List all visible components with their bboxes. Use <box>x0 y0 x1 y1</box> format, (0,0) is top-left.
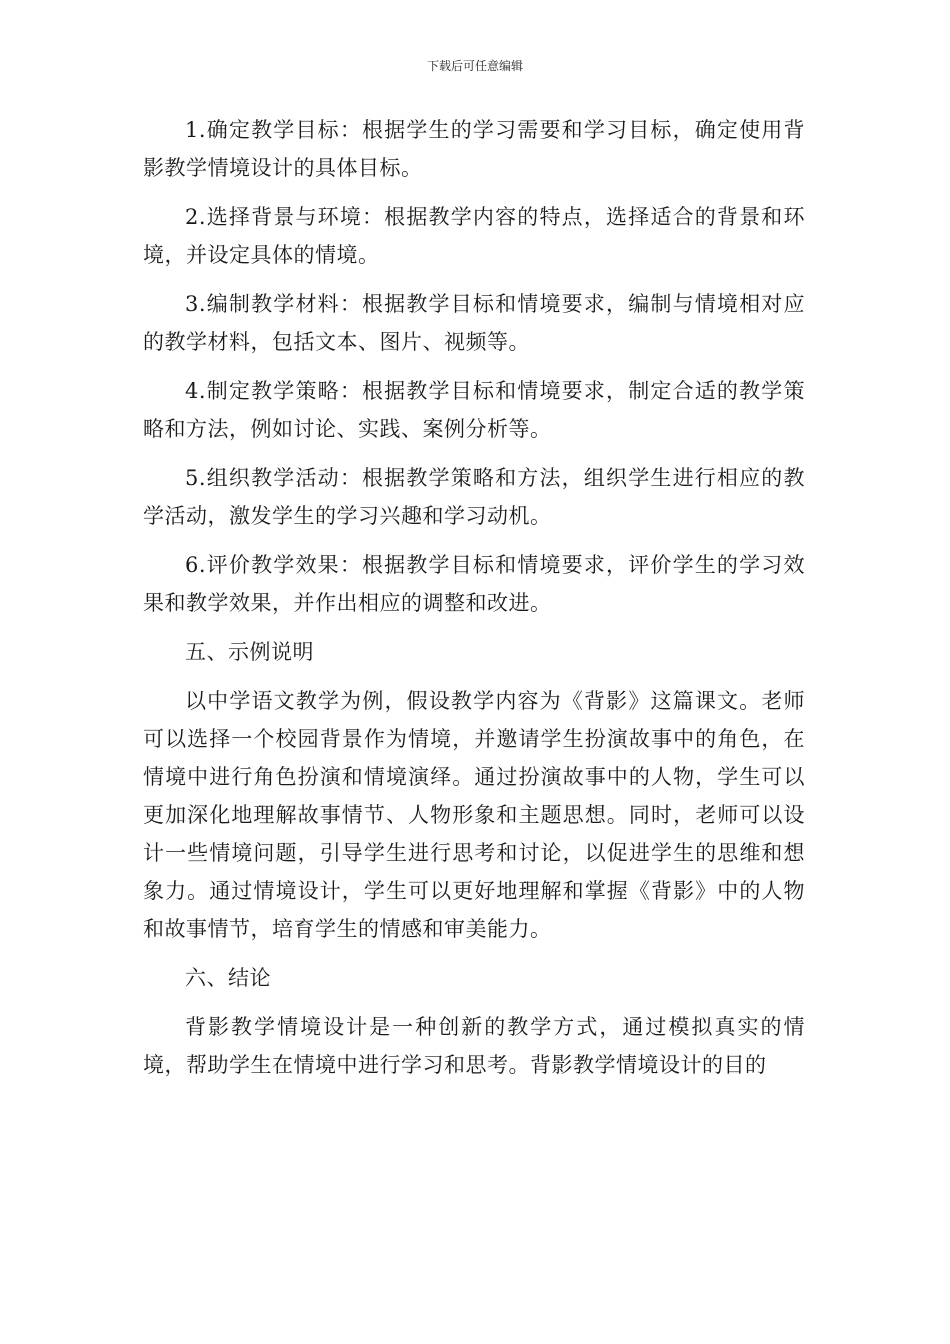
step-3-paragraph: 3.编制教学材料：根据教学目标和情境要求，编制与情境相对应的教学材料，包括文本、图片、视频等。 <box>143 292 805 354</box>
step-5-paragraph: 5.组织教学活动：根据教学策略和方法，组织学生进行相应的教学活动，激发学生的学习兴趣和学习动机。 <box>143 466 805 528</box>
step-4-paragraph: 4.制定教学策略：根据教学目标和情境要求，制定合适的教学策略和方法，例如讨论、实践、案例分析等。 <box>143 379 805 441</box>
page-header: 下载后可任意编辑 <box>426 59 523 73</box>
step-1-paragraph: 1.确定教学目标：根据学生的学习需要和学习目标，确定使用背影教学情境设计的具体目标。 <box>143 118 805 180</box>
step-6-paragraph: 6.评价教学效果：根据教学目标和情境要求，评价学生的学习效果和教学效果，并作出相应的调整和改进。 <box>143 553 805 615</box>
section-5-paragraph: 以中学语文教学为例，假设教学内容为《背影》这篇课文。老师可以选择一个校园背景作为情境，并邀请学生扮演故事中的角色，在情境中进行角色扮演和情境演绎。通过扮演故事中的人物，学生可以更加深化地理解故事情节、人物形象和主题思想。同时，老师可以设计一些情境问题，引导学生进行思考和讨论，以促进学生的思维和想象力。通过情境设计，学生可以更好地理解和掌握《背影》中的人物和故事情节，培育学生的情感和审美能力。 <box>143 689 805 941</box>
section-6-heading: 六、结论 <box>185 966 271 990</box>
document-body <box>143 111 805 1095</box>
step-2-paragraph: 2.选择背景与环境：根据教学内容的特点，选择适合的背景和环境，并设定具体的情境。 <box>143 205 805 267</box>
section-5-heading: 五、示例说明 <box>185 640 314 664</box>
section-6-paragraph: 背影教学情境设计是一种创新的教学方式，通过模拟真实的情境，帮助学生在情境中进行学习和思考。背影教学情境设计的目的 <box>143 1015 805 1077</box>
